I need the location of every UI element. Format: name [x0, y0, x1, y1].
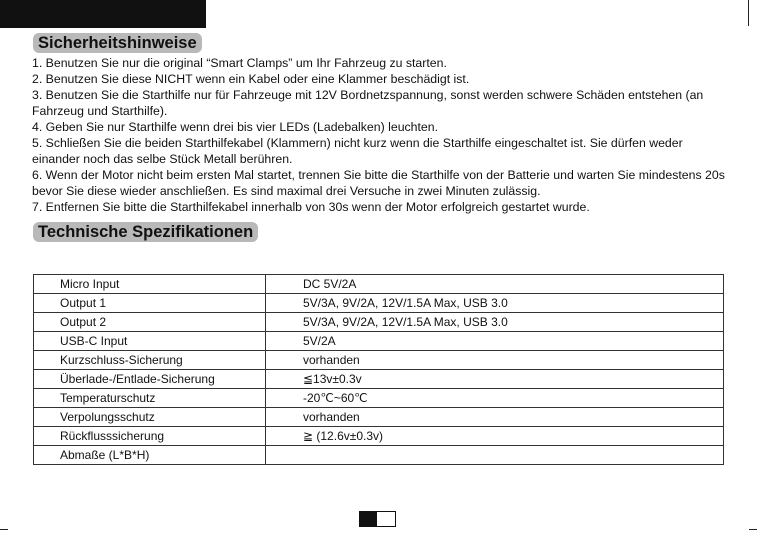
spec-label: Output 1	[34, 294, 266, 313]
spec-label: Kurzschluss-Sicherung	[34, 351, 266, 370]
spec-value: -20℃~60℃	[266, 389, 724, 408]
spec-label: Überlade-/Entlade-Sicherung	[34, 370, 266, 389]
spec-table	[33, 274, 724, 465]
table-row	[34, 351, 724, 370]
safety-item: 4. Geben Sie nur Starthilfe wenn drei bis vier LEDs (Ladebalken) leuchten.	[32, 120, 439, 134]
table-row	[34, 313, 724, 332]
safety-item: 5. Schließen Sie die beiden Starthilfekabel (Klammern) nicht kurz wenn die Starthilfe eingeschaltet ist. Sie dürfen weder einander noch das selbe Stück Metall berühren.	[32, 136, 683, 166]
crop-mark-top-right	[748, 0, 749, 26]
spec-label: Output 2	[34, 313, 266, 332]
safety-heading: Sicherheitshinweise	[33, 33, 202, 53]
table-row	[34, 389, 724, 408]
crop-mark-bottom-right	[749, 529, 757, 530]
spec-value: DC 5V/2A	[266, 275, 724, 294]
safety-item: 7. Entfernen Sie bitte die Starthilfekabel innerhalb von 30s wenn der Motor erfolgreich gestartet wurde.	[32, 200, 590, 214]
spec-value: 5V/3A, 9V/2A, 12V/1.5A Max, USB 3.0	[266, 313, 724, 332]
safety-item: 1. Benutzen Sie nur die original “Smart Clamps” um Ihr Fahrzeug zu starten.	[32, 56, 447, 70]
spec-label: USB-C Input	[34, 332, 266, 351]
spec-value: 5V/3A, 9V/2A, 12V/1.5A Max, USB 3.0	[266, 294, 724, 313]
table-row	[34, 408, 724, 427]
safety-item: 3. Benutzen Sie die Starthilfe nur für Fahrzeuge mit 12V Bordnetzspannung, sonst werden schwere Schäden entstehen (an Fahrzeug und Starthilfe).	[32, 88, 704, 118]
header-bar	[0, 0, 206, 28]
safety-instructions-list	[32, 55, 732, 215]
spec-value: vorhanden	[266, 351, 724, 370]
safety-item: 6. Wenn der Motor nicht beim ersten Mal startet, trennen Sie bitte die Starthilfe von der Batterie und warten Sie mindestens 20s bevor Sie diese wieder anschließen. Es sind maximal drei Versuche in zwei Minuten zulässig.	[32, 168, 725, 198]
page-indicator-fill	[360, 512, 377, 526]
table-row	[34, 427, 724, 446]
spec-value: 5V/2A	[266, 332, 724, 351]
specs-heading: Technische Spezifikationen	[33, 222, 258, 242]
table-row	[34, 275, 724, 294]
spec-value	[266, 446, 724, 465]
spec-value: ≧ (12.6v±0.3v)	[266, 427, 724, 446]
spec-label: Verpolungsschutz	[34, 408, 266, 427]
spec-label: Rückflusssicherung	[34, 427, 266, 446]
safety-item: 2. Benutzen Sie diese NICHT wenn ein Kabel oder eine Klammer beschädigt ist.	[32, 72, 470, 86]
table-row	[34, 446, 724, 465]
spec-value: vorhanden	[266, 408, 724, 427]
spec-value: ≦13v±0.3v	[266, 370, 724, 389]
crop-mark-bottom-left	[0, 529, 8, 530]
table-row	[34, 332, 724, 351]
page-indicator	[359, 511, 396, 527]
table-row	[34, 294, 724, 313]
spec-label: Micro Input	[34, 275, 266, 294]
spec-label: Abmaße (L*B*H)	[34, 446, 266, 465]
table-row	[34, 370, 724, 389]
spec-label: Temperaturschutz	[34, 389, 266, 408]
